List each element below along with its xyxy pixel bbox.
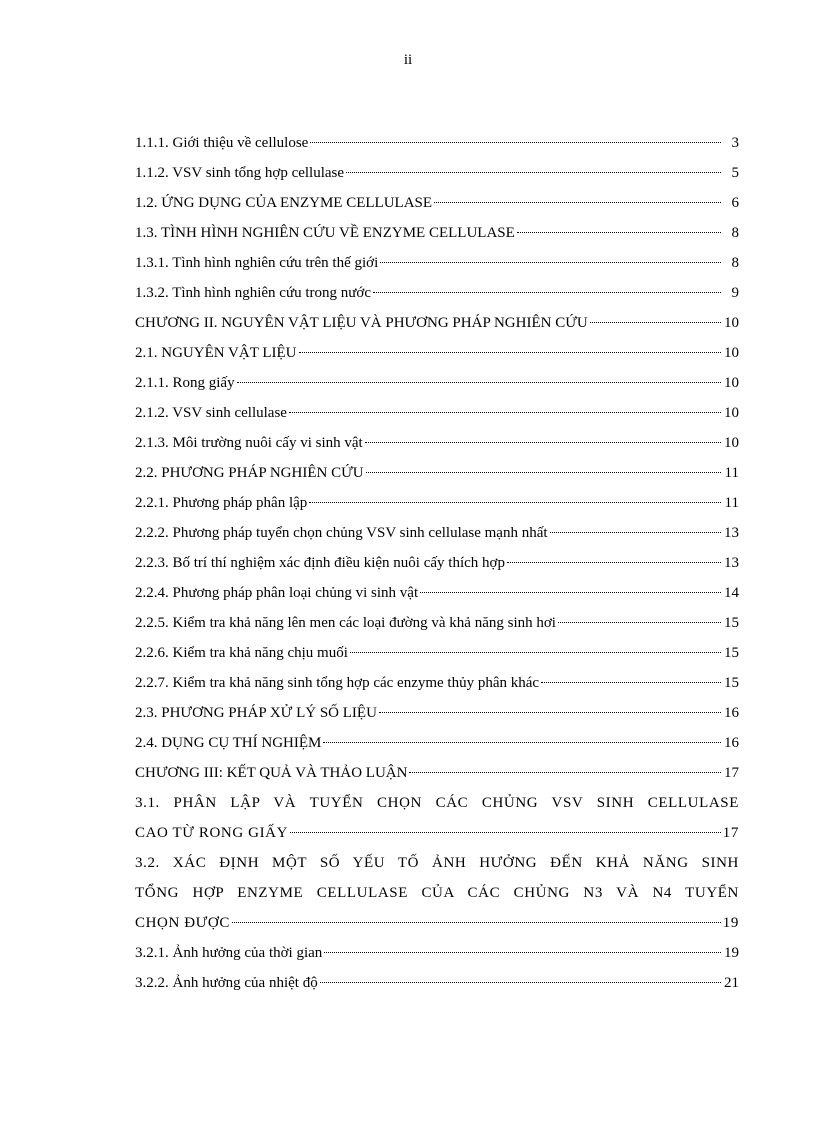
toc-entry[interactable]: [135, 162, 739, 192]
toc-entry[interactable]: [135, 762, 739, 792]
toc-entry[interactable]: [135, 222, 739, 252]
toc-entry-title: 2.2.4. Phương pháp phân loại chủng vi sinh vật: [135, 585, 419, 601]
toc-entry-title: 2.4. DỤNG CỤ THÍ NGHIỆM: [135, 735, 322, 751]
toc-entry-title: CHƯƠNG III: KẾT QUẢ VÀ THẢO LUẬN: [135, 765, 408, 781]
toc-entry-title: 2.2.7. Kiểm tra khả năng sinh tổng hợp các enzyme thủy phân khác: [135, 675, 540, 691]
toc-entry[interactable]: [135, 522, 739, 552]
toc-entry[interactable]: [135, 372, 739, 402]
toc-entry-title: 1.1.1. Giới thiệu về cellulose: [135, 135, 309, 151]
toc-entry-title-line: 3.2. XÁC ĐỊNH MỘT SỐ YẾU TỐ ẢNH HƯỞNG ĐẾN KHẢ NĂNG SINH: [135, 855, 739, 871]
toc-entry-title-line: TỔNG HỢP ENZYME CELLULASE CỦA CÁC CHỦNG N3 VÀ N4 TUYỂN: [135, 885, 739, 901]
toc-dot-leader: [310, 142, 721, 143]
toc-entry-page-number: 15: [724, 645, 739, 661]
toc-dot-leader: [379, 712, 721, 713]
toc-entry[interactable]: [135, 312, 739, 342]
toc-entry[interactable]: [135, 132, 739, 162]
toc-entry[interactable]: [135, 552, 739, 582]
toc-entry-title: 2.2.1. Phương pháp phân lập: [135, 495, 308, 511]
toc-dot-leader: [380, 262, 721, 263]
toc-entry-title: 2.1.2. VSV sinh cellulase: [135, 405, 287, 421]
toc-entry-page-number: 3: [731, 135, 739, 151]
toc-entry-page-number: 11: [724, 495, 739, 511]
toc-entry[interactable]: [135, 252, 739, 282]
toc-entry-title: 2.2.6. Kiểm tra khả năng chịu muối: [135, 645, 348, 661]
toc-entry-page-number: 17: [724, 765, 739, 781]
toc-entry-page-number: 6: [731, 195, 739, 211]
page-number: ii: [403, 52, 413, 68]
toc-dot-leader: [289, 412, 721, 413]
toc-entry-title: 2.1.3. Môi trường nuôi cấy vi sinh vật: [135, 435, 363, 451]
toc-entry[interactable]: [135, 342, 739, 372]
toc-entry-title: 2.2.5. Kiểm tra khả năng lên men các loại đường và khả năng sinh hơi: [135, 615, 556, 631]
toc-entry-page-number: 19: [722, 915, 739, 931]
toc-dot-leader: [366, 472, 721, 473]
toc-entry-page-number: 21: [724, 975, 739, 991]
toc-entry-page-number: 5: [731, 165, 739, 181]
toc-dot-leader: [237, 382, 721, 383]
toc-dot-leader: [324, 952, 721, 953]
toc-dot-leader: [290, 832, 721, 833]
toc-entry[interactable]: [135, 792, 739, 852]
toc-entry-page-number: 10: [724, 435, 739, 451]
toc-entry[interactable]: [135, 942, 739, 972]
toc-entry-title: 1.2. ỨNG DỤNG CỦA ENZYME CELLULASE: [135, 195, 433, 211]
toc-entry-page-number: 10: [724, 375, 739, 391]
toc-entry[interactable]: [135, 582, 739, 612]
toc-dot-leader: [373, 292, 721, 293]
toc-entry-title: 1.3.2. Tình hình nghiên cứu trong nước: [135, 285, 371, 301]
toc-entry[interactable]: [135, 672, 739, 702]
toc-entry[interactable]: [135, 612, 739, 642]
toc-entry[interactable]: [135, 972, 739, 1002]
toc-entry-page-number: 8: [731, 225, 739, 241]
toc-entry-title: 1.3.1. Tình hình nghiên cứu trên thế giới: [135, 255, 379, 271]
toc-entry-page-number: 14: [724, 585, 739, 601]
toc-entry[interactable]: [135, 462, 739, 492]
toc-dot-leader: [409, 772, 721, 773]
toc-dot-leader: [323, 742, 721, 743]
toc-entry-title-line: CAO TỪ RONG GIẤY: [135, 825, 289, 841]
toc-dot-leader: [558, 622, 721, 623]
toc-dot-leader: [517, 232, 721, 233]
toc-dot-leader: [346, 172, 721, 173]
toc-entry-title: 2.1.1. Rong giấy: [135, 375, 235, 391]
toc-entry-page-number: 15: [724, 675, 739, 691]
toc-entry-page-number: 13: [724, 555, 739, 571]
toc-entry-page-number: 15: [724, 615, 739, 631]
toc-entry-page-number: 9: [731, 285, 739, 301]
toc-entry-title: 1.3. TÌNH HÌNH NGHIÊN CỨU VỀ ENZYME CELLULASE: [135, 225, 515, 241]
toc-entry-title: 2.2.3. Bố trí thí nghiệm xác định điều kiện nuôi cấy thích hợp: [135, 555, 505, 571]
toc-entry-title: 3.2.2. Ảnh hưởng của nhiệt độ: [135, 975, 318, 991]
toc-entry-page-number: 16: [724, 735, 739, 751]
toc-entry-page-number: 10: [724, 345, 739, 361]
toc-dot-leader: [507, 562, 721, 563]
toc-entry-page-number: 17: [722, 825, 739, 841]
toc-entry[interactable]: [135, 432, 739, 462]
toc-dot-leader: [299, 352, 721, 353]
toc-dot-leader: [590, 322, 721, 323]
toc-entry[interactable]: [135, 282, 739, 312]
toc-entry[interactable]: [135, 492, 739, 522]
toc-dot-leader: [420, 592, 721, 593]
toc-entry-page-number: 10: [724, 315, 739, 331]
toc-entry-page-number: 13: [724, 525, 739, 541]
toc-entry-title-line: 3.1. PHÂN LẬP VÀ TUYỂN CHỌN CÁC CHỦNG VSV SINH CELLULASE: [135, 795, 739, 811]
toc-entry-page-number: 19: [724, 945, 739, 961]
toc-entry-page-number: 10: [724, 405, 739, 421]
toc-entry[interactable]: [135, 402, 739, 432]
toc-entry-title: 2.2. PHƯƠNG PHÁP NGHIÊN CỨU: [135, 465, 364, 481]
toc-dot-leader: [365, 442, 721, 443]
toc-entry[interactable]: [135, 702, 739, 732]
table-of-contents: [135, 132, 739, 1002]
toc-entry-title: 1.1.2. VSV sinh tổng hợp cellulase: [135, 165, 345, 181]
toc-entry-title: 2.2.2. Phương pháp tuyển chọn chủng VSV sinh cellulase mạnh nhất: [135, 525, 548, 541]
toc-dot-leader: [232, 922, 721, 923]
toc-entry[interactable]: [135, 852, 739, 942]
toc-dot-leader: [350, 652, 721, 653]
toc-entry-page-number: 11: [724, 465, 739, 481]
toc-dot-leader: [434, 202, 721, 203]
toc-entry[interactable]: [135, 192, 739, 222]
toc-dot-leader: [541, 682, 721, 683]
toc-entry-title-line: CHỌN ĐƯỢC: [135, 915, 230, 931]
toc-entry-title: 2.3. PHƯƠNG PHÁP XỬ LÝ SỐ LIỆU: [135, 705, 377, 721]
toc-entry-title: CHƯƠNG II. NGUYÊN VẬT LIỆU VÀ PHƯƠNG PHÁP NGHIÊN CỨU: [135, 315, 588, 331]
toc-entry[interactable]: [135, 642, 739, 672]
toc-dot-leader: [550, 532, 721, 533]
toc-dot-leader: [320, 982, 721, 983]
toc-dot-leader: [309, 502, 721, 503]
toc-entry-title: 3.2.1. Ảnh hưởng của thời gian: [135, 945, 323, 961]
toc-entry-page-number: 16: [724, 705, 739, 721]
toc-entry-title: 2.1. NGUYÊN VẬT LIỆU: [135, 345, 297, 361]
toc-entry-page-number: 8: [731, 255, 739, 271]
toc-entry[interactable]: [135, 732, 739, 762]
